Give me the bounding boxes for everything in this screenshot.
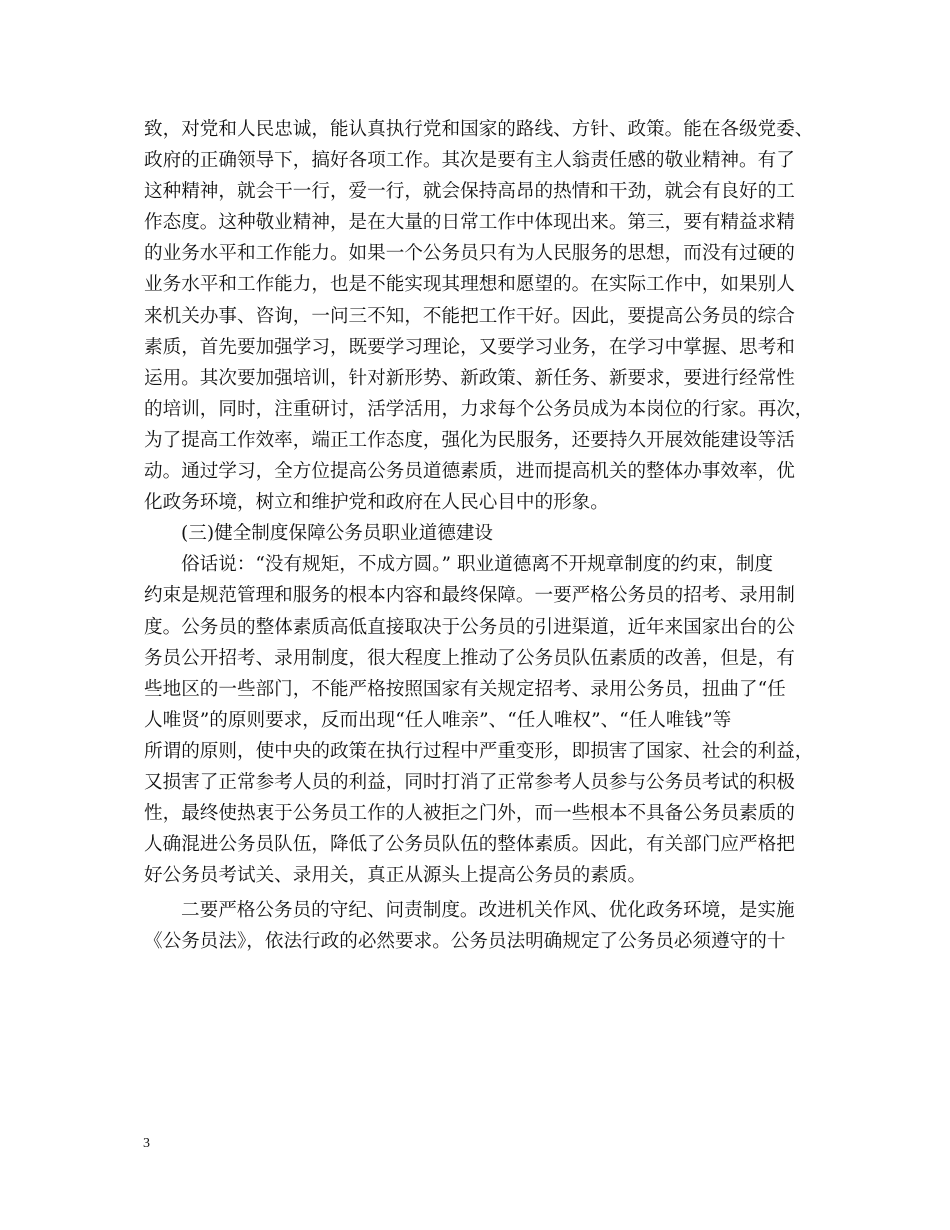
section-heading: (三)健全制度保障公务员职业道德建设 <box>181 523 494 545</box>
text-line: 所谓的原则，使中央的政策在执行过程中严重变形，即损害了国家、社会的利益， <box>144 740 814 762</box>
text-line: 些地区的一些部门，不能严格按照国家有关规定招考、录用公务员，扭曲了“任 <box>144 678 786 700</box>
text-line: 人确混进公务员队伍，降低了公务员队伍的整体素质。因此，有关部门应严格把 <box>144 834 795 856</box>
text-line: 的培训，同时，注重研讨，活学活用，力求每个公务员成为本岗位的行家。再次， <box>144 398 814 420</box>
text-line: 的业务水平和工作能力。如果一个公务员只有为人民服务的思想，而没有过硬的 <box>144 243 795 265</box>
text-line: 致，对党和人民忠诚，能认真执行党和国家的路线、方针、政策。能在各级党委、 <box>144 119 814 140</box>
text-line: 俗话说：“没有规矩，不成方圆。” 职业道德离不开规章制度的约束，制度 <box>181 554 774 576</box>
text-line: 业务水平和工作能力，也是不能实现其理想和愿望的。在实际工作中，如果别人 <box>144 274 795 296</box>
text-line: 人唯贤”的原则要求，反而出现“任人唯亲”、“任人唯权”、“任人唯钱”等 <box>144 709 732 731</box>
text-line: 二要严格公务员的守纪、问责制度。改进机关作风、优化政务环境，是实施 <box>181 900 795 922</box>
text-line: 运用。其次要加强培训，针对新形势、新政策、新任务、新要求，要进行经常性 <box>144 367 795 389</box>
text-line: 务员公开招考、录用制度，很大程度上推动了公务员队伍素质的改善，但是，有 <box>144 647 795 669</box>
text-line: 度。公务员的整体素质高低直接取决于公务员的引进渠道，近年来国家出台的公 <box>144 616 795 638</box>
text-line: 性，最终使热衷于公务员工作的人被拒之门外，而一些根本不具备公务员素质的 <box>144 803 795 825</box>
text-line: 素质，首先要加强学习，既要学习理论，又要学习业务，在学习中掌握、思考和 <box>144 336 795 358</box>
text-line: 化政务环境，树立和维护党和政府在人民心目中的形象。 <box>144 492 609 514</box>
text-line: 为了提高工作效率，端正工作态度，强化为民服务，还要持久开展效能建设等活 <box>144 429 795 451</box>
text-line: 作态度。这种敬业精神，是在大量的日常工作中体现出来。第三，要有精益求精 <box>144 212 795 234</box>
text-line: 《公务员法》，依法行政的必然要求。公务员法明确规定了公务员必须遵守的十 <box>144 931 786 953</box>
page-number: 3 <box>143 1136 150 1151</box>
body-text <box>144 114 824 958</box>
text-line: 政府的正确领导下，搞好各项工作。其次是要有主人翁责任感的敬业精神。有了 <box>144 150 795 172</box>
text-line: 又损害了正常参考人员的利益，同时打消了正常参考人员参与公务员考试的积极 <box>144 771 795 793</box>
text-line: 这种精神，就会干一行，爱一行，就会保持高昂的热情和干劲，就会有良好的工 <box>144 181 795 203</box>
text-line: 约束是规范管理和服务的根本内容和最终保障。一要严格公务员的招考、录用制 <box>144 585 795 607</box>
text-line: 动。通过学习，全方位提高公务员道德素质，进而提高机关的整体办事效率，优 <box>144 461 795 483</box>
text-line: 好公务员考试关、录用关，真正从源头上提高公务员的素质。 <box>144 865 647 887</box>
text-line: 来机关办事、咨询，一问三不知，不能把工作干好。因此，要提高公务员的综合 <box>144 305 795 327</box>
